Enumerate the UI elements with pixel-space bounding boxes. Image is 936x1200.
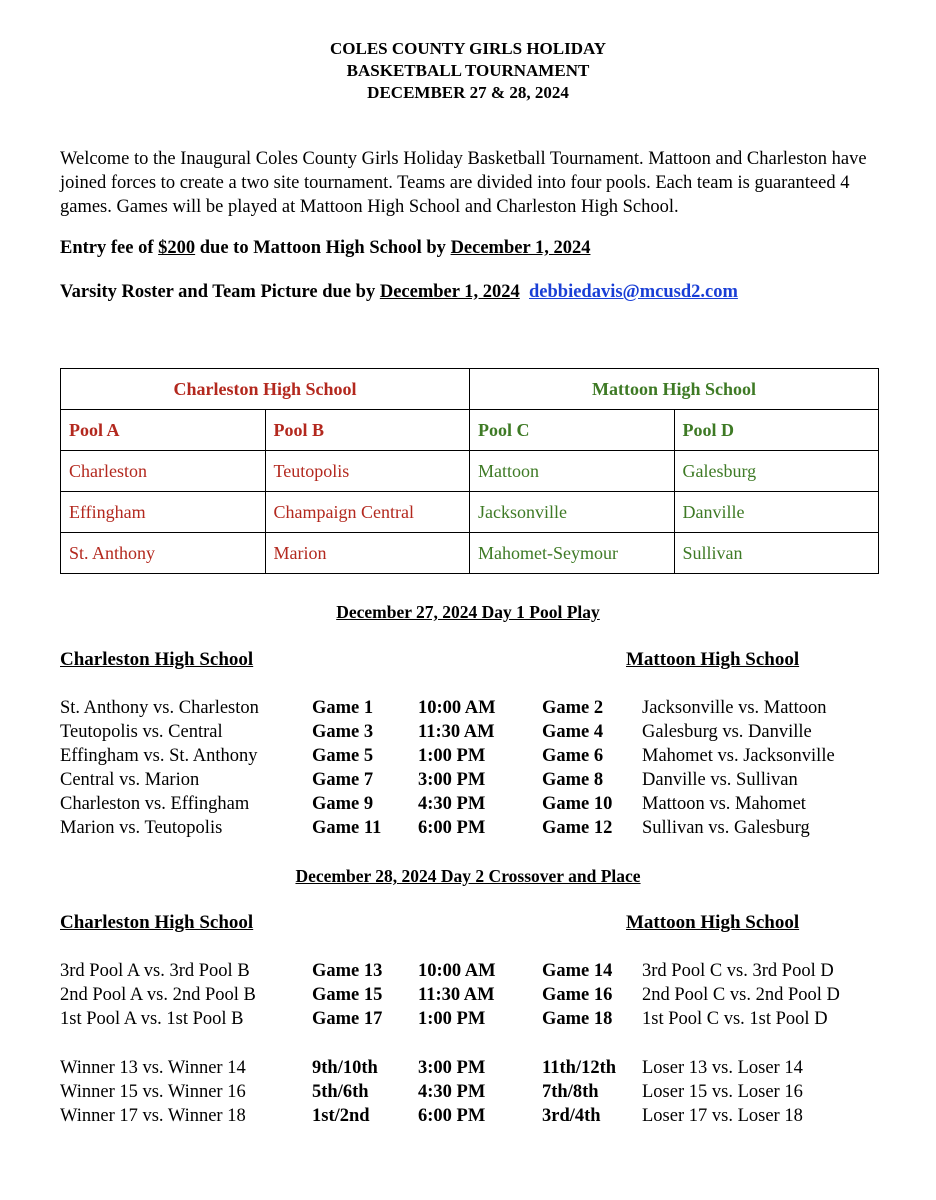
schedule-row bbox=[0, 959, 936, 983]
pools-site-row bbox=[61, 369, 879, 410]
mattoon-game: Game 2 bbox=[542, 698, 604, 718]
title-line-2: BASKETBALL TOURNAMENT bbox=[346, 61, 590, 80]
pools-row bbox=[61, 492, 879, 533]
mattoon-game: Game 10 bbox=[542, 794, 613, 814]
charleston-matchup: 3rd Pool A vs. 3rd Pool B bbox=[60, 961, 250, 981]
pools-header-row bbox=[61, 410, 879, 451]
roster-due-date: December 1, 2024 bbox=[379, 282, 520, 302]
schedule-row bbox=[0, 696, 936, 720]
day1-site-charleston: Charleston High School bbox=[60, 649, 254, 670]
pool-team: Charleston bbox=[61, 451, 266, 492]
mattoon-matchup: Sullivan vs. Galesburg bbox=[642, 818, 810, 838]
pool-team: St. Anthony bbox=[61, 533, 266, 574]
charleston-game: Game 17 bbox=[312, 1009, 383, 1029]
mattoon-game: Game 4 bbox=[542, 722, 604, 742]
game-time: 1:00 PM bbox=[418, 1009, 486, 1029]
schedule-row bbox=[0, 816, 936, 840]
game-time: 6:00 PM bbox=[418, 1106, 486, 1126]
mattoon-place-game: 11th/12th bbox=[542, 1058, 617, 1078]
title-line-3: DECEMBER 27 & 28, 2024 bbox=[367, 83, 569, 102]
intro-paragraph: Welcome to the Inaugural Coles County Girls Holiday Basketball Tournament. Mattoon and Charleston have joined forces to create a two site tournament. Teams are divided into four pools. Each team is guaranteed 4 games. Games will be played at Mattoon High School and Charleston High School. bbox=[60, 149, 867, 217]
mattoon-game: Game 12 bbox=[542, 818, 613, 838]
day2-site-charleston: Charleston High School bbox=[60, 912, 254, 933]
game-time: 11:30 AM bbox=[418, 985, 495, 1005]
pool-team: Mattoon bbox=[470, 451, 675, 492]
entry-fee-line bbox=[60, 236, 590, 260]
day2-crossover-schedule bbox=[0, 959, 936, 1031]
mattoon-place-game: 3rd/4th bbox=[542, 1106, 601, 1126]
mattoon-matchup: Danville vs. Sullivan bbox=[642, 770, 798, 790]
pool-team: Galesburg bbox=[674, 451, 879, 492]
charleston-game: Game 11 bbox=[312, 818, 382, 838]
schedule-row bbox=[0, 1080, 936, 1104]
game-time: 10:00 AM bbox=[418, 961, 496, 981]
day1-site-mattoon: Mattoon High School bbox=[626, 649, 800, 670]
charleston-game: Game 1 bbox=[312, 698, 374, 718]
game-time: 1:00 PM bbox=[418, 746, 486, 766]
charleston-game: Game 15 bbox=[312, 985, 383, 1005]
pool-team: Mahomet-Seymour bbox=[470, 533, 675, 574]
day2-site-mattoon: Mattoon High School bbox=[626, 912, 800, 933]
pool-team: Marion bbox=[265, 533, 470, 574]
pool-team: Effingham bbox=[61, 492, 266, 533]
mattoon-matchup: 2nd Pool C vs. 2nd Pool D bbox=[642, 985, 840, 1005]
pool-team: Jacksonville bbox=[470, 492, 675, 533]
pool-team: Danville bbox=[674, 492, 879, 533]
mattoon-matchup: 3rd Pool C vs. 3rd Pool D bbox=[642, 961, 834, 981]
roster-line bbox=[60, 280, 738, 304]
charleston-matchup: Teutopolis vs. Central bbox=[60, 722, 223, 742]
mattoon-matchup: 1st Pool C vs. 1st Pool D bbox=[642, 1009, 828, 1029]
schedule-row bbox=[0, 720, 936, 744]
schedule-row bbox=[0, 768, 936, 792]
charleston-game: Game 7 bbox=[312, 770, 374, 790]
pool-a-header: Pool A bbox=[61, 410, 266, 451]
charleston-matchup: 2nd Pool A vs. 2nd Pool B bbox=[60, 985, 256, 1005]
mattoon-matchup: Loser 17 vs. Loser 18 bbox=[642, 1106, 803, 1126]
game-time: 3:00 PM bbox=[418, 770, 486, 790]
charleston-matchup: Effingham vs. St. Anthony bbox=[60, 746, 258, 766]
game-time: 10:00 AM bbox=[418, 698, 496, 718]
charleston-game: Game 3 bbox=[312, 722, 374, 742]
game-time: 6:00 PM bbox=[418, 818, 486, 838]
mattoon-game: Game 14 bbox=[542, 961, 613, 981]
charleston-place-game: 5th/6th bbox=[312, 1082, 369, 1102]
schedule-row bbox=[0, 1007, 936, 1031]
email-link[interactable]: debbiedavis@mcusd2.com bbox=[529, 282, 738, 302]
game-time: 3:00 PM bbox=[418, 1058, 486, 1078]
entry-fee-due-date: December 1, 2024 bbox=[450, 238, 591, 258]
charleston-matchup: Winner 13 vs. Winner 14 bbox=[60, 1058, 246, 1078]
mattoon-matchup: Loser 13 vs. Loser 14 bbox=[642, 1058, 803, 1078]
schedule-row bbox=[0, 1104, 936, 1128]
document-title bbox=[0, 38, 936, 104]
pools-table bbox=[60, 368, 879, 574]
roster-prefix: Varsity Roster and Team Picture due by bbox=[60, 282, 380, 302]
mattoon-matchup: Mahomet vs. Jacksonville bbox=[642, 746, 835, 766]
title-line-1: COLES COUNTY GIRLS HOLIDAY bbox=[329, 39, 606, 58]
charleston-game: Game 9 bbox=[312, 794, 374, 814]
mattoon-game: Game 18 bbox=[542, 1009, 613, 1029]
mattoon-matchup: Jacksonville vs. Mattoon bbox=[642, 698, 827, 718]
mattoon-matchup: Loser 15 vs. Loser 16 bbox=[642, 1082, 803, 1102]
day1-schedule bbox=[0, 696, 936, 840]
charleston-game: Game 5 bbox=[312, 746, 374, 766]
charleston-matchup: Central vs. Marion bbox=[60, 770, 200, 790]
pool-d-header: Pool D bbox=[674, 410, 879, 451]
mattoon-game: Game 8 bbox=[542, 770, 604, 790]
schedule-row bbox=[0, 1056, 936, 1080]
pool-c-header: Pool C bbox=[470, 410, 675, 451]
charleston-matchup: Charleston vs. Effingham bbox=[60, 794, 250, 814]
day2-placement-schedule bbox=[0, 1056, 936, 1128]
mattoon-place-game: 7th/8th bbox=[542, 1082, 599, 1102]
pool-team: Sullivan bbox=[674, 533, 879, 574]
charleston-matchup: St. Anthony vs. Charleston bbox=[60, 698, 259, 718]
day2-heading: December 28, 2024 Day 2 Crossover and Place bbox=[295, 866, 641, 886]
schedule-row bbox=[0, 744, 936, 768]
entry-fee-amount: $200 bbox=[158, 238, 196, 258]
game-time: 4:30 PM bbox=[418, 794, 486, 814]
day1-heading: December 27, 2024 Day 1 Pool Play bbox=[336, 602, 600, 622]
pool-team: Teutopolis bbox=[265, 451, 470, 492]
pool-b-header: Pool B bbox=[265, 410, 470, 451]
charleston-matchup: Winner 15 vs. Winner 16 bbox=[60, 1082, 246, 1102]
entry-fee-middle: due to Mattoon High School by bbox=[195, 238, 451, 258]
schedule-row bbox=[0, 983, 936, 1007]
charleston-place-game: 1st/2nd bbox=[312, 1106, 370, 1126]
charleston-matchup: Marion vs. Teutopolis bbox=[60, 818, 223, 838]
charleston-matchup: Winner 17 vs. Winner 18 bbox=[60, 1106, 246, 1126]
pools-site-mattoon: Mattoon High School bbox=[470, 369, 879, 410]
pools-row bbox=[61, 451, 879, 492]
charleston-place-game: 9th/10th bbox=[312, 1058, 378, 1078]
pools-site-charleston: Charleston High School bbox=[61, 369, 470, 410]
charleston-matchup: 1st Pool A vs. 1st Pool B bbox=[60, 1009, 244, 1029]
mattoon-game: Game 16 bbox=[542, 985, 613, 1005]
mattoon-matchup: Galesburg vs. Danville bbox=[642, 722, 812, 742]
charleston-game: Game 13 bbox=[312, 961, 383, 981]
pools-row bbox=[61, 533, 879, 574]
mattoon-game: Game 6 bbox=[542, 746, 604, 766]
game-time: 11:30 AM bbox=[418, 722, 495, 742]
pool-team: Champaign Central bbox=[265, 492, 470, 533]
entry-fee-prefix: Entry fee of bbox=[60, 238, 159, 258]
schedule-row bbox=[0, 792, 936, 816]
game-time: 4:30 PM bbox=[418, 1082, 486, 1102]
mattoon-matchup: Mattoon vs. Mahomet bbox=[642, 794, 806, 814]
